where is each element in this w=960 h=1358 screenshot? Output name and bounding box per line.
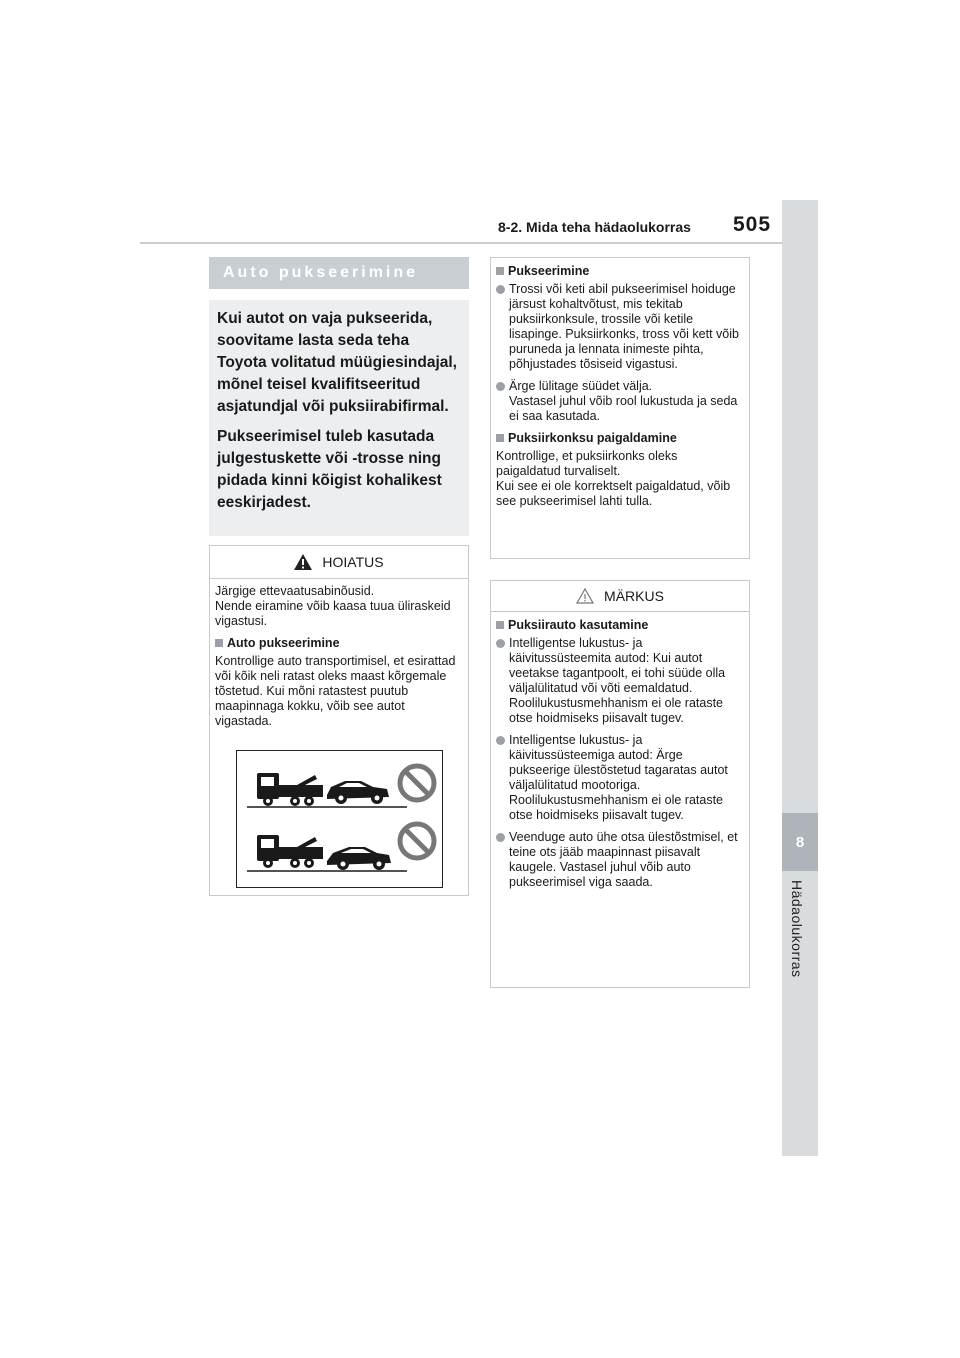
prohibited-sign-top-icon [400,766,434,800]
prohibited-sign-bottom-icon [400,824,434,858]
intro-paragraph-2: Pukseerimisel tuleb kasutada julgestuskette või -trosse ning pidada kinni kõigist kohalikest eeskirjadest. [217,428,442,511]
note-box [490,580,750,988]
list-item [496,733,744,823]
warning-triangle-icon [294,554,312,570]
note-heading-text: Puksiirauto kasutamine [508,618,649,632]
note-header [491,581,749,612]
intro-box [209,300,469,536]
bullet-text: Veenduge auto ühe otsa ülestõstmisel, et teine ots jääb maapinnast piisavalt kaugele. Vastasel juhul võib auto pukseerimisel viga saada. [509,830,738,889]
note-heading [496,618,744,633]
caution-outline-icon [576,588,594,604]
chapter-number: 8 [782,813,818,871]
towing-illustration [236,750,443,888]
warning-subheading-text: Auto pukseerimine [227,636,340,650]
list-item [496,636,744,726]
warning-subheading [215,636,463,651]
bullet-dot-icon [496,639,505,648]
square-bullet-icon [496,267,504,275]
bullet-text: Intelligentse lukustus- ja käivitussüsteemiga autod: Ärge pukseerige ülestõstetud tagaratas autot väljalülitatud mootoriga. Roolilukustusmehhanism ei ole rataste otse hoidmiseks piisavalt tugev. [509,733,728,822]
list-item [496,379,744,424]
section-title: 8-2. Mida teha hädaolukorras [498,219,691,235]
note-title: MÄRKUS [604,588,664,604]
pukseerimine-heading [496,264,744,279]
bullet-dot-icon [496,382,505,391]
list-item [496,830,744,890]
square-bullet-icon [215,639,223,647]
page-number: 505 [733,213,772,236]
puksiirkonksu-heading [496,431,744,446]
puksiirkonksu-heading-text: Puksiirkonksu paigaldamine [508,431,677,445]
bullet-text: Ärge lülitage süüdet välja. Vastasel juhul võib rool lukustuda ja seda ei saa kasutada. [509,379,738,423]
bullet-dot-icon [496,833,505,842]
tow-truck-top-icon [257,773,323,806]
warning-text: Kontrollige auto transportimisel, et esirattad või kõik neli ratast oleks maast kõrgemale tõstetud. Kui mõni ratastest puutub maapinnaga kokku, võib see autot vigastada. [215,654,456,728]
bullet-dot-icon [496,736,505,745]
bullet-dot-icon [496,285,505,294]
intro-title: Auto pukseerimine [209,257,469,289]
bullet-text: Intelligentse lukustus- ja käivitussüsteemita autod: Kui autot veetakse tagantpoolt, ei tohi süüde olla väljalülitatud või võti eemaldatud. Roolilukustusmehhanism ei ole rataste otse hoidmiseks piisavalt tugev. [509,636,726,725]
puksiirkonksu-text: Kontrollige, et puksiirkonks oleks paigaldatud turvaliselt. Kui see ei ole korrektselt paigaldatud, võib see pukseerimisel lahti tulla. [496,449,731,508]
square-bullet-icon [496,434,504,442]
chapter-label: Hädaolukorras [789,880,805,978]
header-divider [140,242,782,244]
warning-title: HOIATUS [322,554,384,570]
square-bullet-icon [496,621,504,629]
list-item [496,282,744,372]
warning-header [210,546,468,579]
tow-truck-bottom-icon [257,835,323,868]
towed-car-top-icon [327,781,389,804]
towed-car-bottom-icon [327,847,391,870]
warning-intro: Järgige ettevaatusabinõusid. Nende eiramine võib kaasa tuua üliraskeid vigastusi. [215,584,451,628]
pukseerimine-heading-text: Pukseerimine [508,264,590,278]
intro-paragraph-1: Kui autot on vaja pukseerida, soovitame lasta seda teha Toyota volitatud müügiesindajal, mõnel teisel kvalifitseeritud asjatundjal või puksiirabifirmal. [217,310,457,415]
warning-continuation-box [490,257,750,559]
chapter-side-tab [782,200,818,1156]
bullet-text: Trossi või keti abil pukseerimisel hoiduge järsust kohaltvõtust, mis tekitab puksiirkonksule, trossile või ketile lisapinge. Puksiirkonks, tross või kett võib puruneda ja lennata inimeste pihta, põhjustades tõsiseid vigastusi. [509,282,739,371]
